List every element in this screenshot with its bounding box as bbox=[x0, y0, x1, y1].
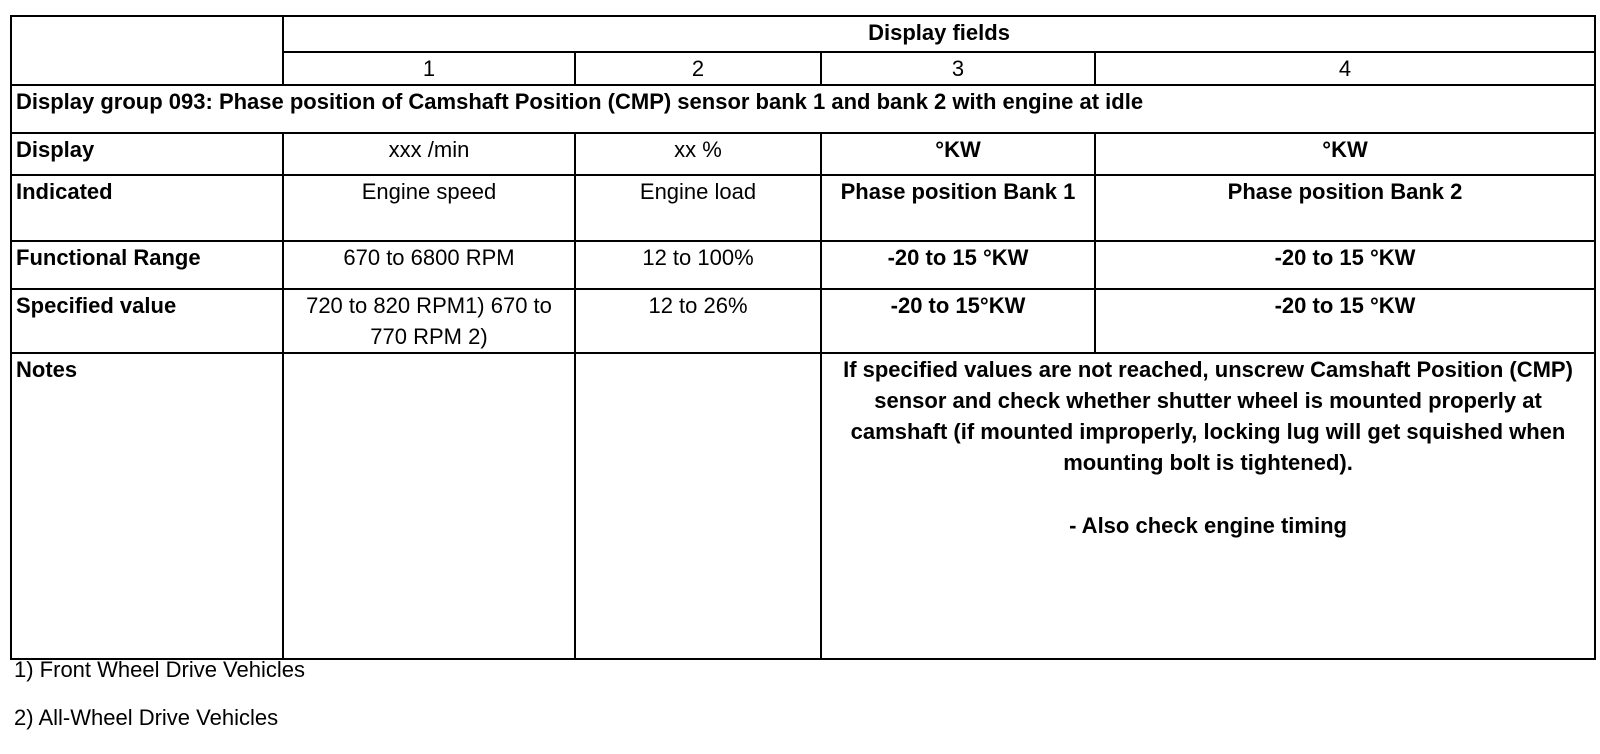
table-cell: -20 to 15 °KW bbox=[1095, 289, 1595, 353]
row-label-display: Display bbox=[11, 133, 283, 175]
table-row bbox=[11, 175, 1595, 241]
table-cell: 12 to 26% bbox=[575, 289, 821, 353]
notes-text: If specified values are not reached, unscrew Camshaft Position (CMP) sensor and check whether shutter wheel is mounted properly at camshaft (if mounted improperly, locking lug will get squished when mounting bolt is tightened). bbox=[843, 357, 1573, 475]
row-label-notes: Notes bbox=[11, 353, 283, 659]
notes-spacer bbox=[826, 478, 1590, 510]
table-row bbox=[11, 353, 1595, 659]
footnote-1: 1) Front Wheel Drive Vehicles bbox=[14, 657, 305, 682]
table-cell: Engine speed bbox=[283, 175, 575, 241]
field-number-3: 3 bbox=[821, 52, 1095, 85]
table-cell: 720 to 820 RPM1) 670 to 770 RPM 2) bbox=[283, 289, 575, 353]
row-label-specified-value: Specified value bbox=[11, 289, 283, 353]
table-cell: -20 to 15°KW bbox=[821, 289, 1095, 353]
row-label-indicated: Indicated bbox=[11, 175, 283, 241]
table-cell: Phase position Bank 1 bbox=[821, 175, 1095, 241]
table-row bbox=[11, 133, 1595, 175]
header-row bbox=[11, 16, 1595, 52]
table-cell: 12 to 100% bbox=[575, 241, 821, 289]
table-row bbox=[11, 241, 1595, 289]
notes-cell bbox=[821, 353, 1595, 659]
table-cell: xxx /min bbox=[283, 133, 575, 175]
table-cell: °KW bbox=[1095, 133, 1595, 175]
field-number-1: 1 bbox=[283, 52, 575, 85]
notes-extra: - Also check engine timing bbox=[1069, 513, 1347, 538]
table-cell: °KW bbox=[821, 133, 1095, 175]
display-fields-header: Display fields bbox=[283, 16, 1595, 52]
table-cell: Phase position Bank 2 bbox=[1095, 175, 1595, 241]
table-cell: -20 to 15 °KW bbox=[1095, 241, 1595, 289]
field-number-4: 4 bbox=[1095, 52, 1595, 85]
field-number-2: 2 bbox=[575, 52, 821, 85]
group-title-row bbox=[11, 85, 1595, 133]
table-cell: Engine load bbox=[575, 175, 821, 241]
display-group-table bbox=[10, 15, 1596, 660]
table-cell bbox=[283, 353, 575, 659]
group-title: Display group 093: Phase position of Camshaft Position (CMP) sensor bank 1 and bank 2 with engine at idle bbox=[11, 85, 1595, 133]
table-row bbox=[11, 289, 1595, 353]
footnote-2: 2) All-Wheel Drive Vehicles bbox=[14, 705, 279, 730]
row-label-functional-range: Functional Range bbox=[11, 241, 283, 289]
table-cell: -20 to 15 °KW bbox=[821, 241, 1095, 289]
table-cell: xx % bbox=[575, 133, 821, 175]
table-cell: 670 to 6800 RPM bbox=[283, 241, 575, 289]
corner-cell bbox=[11, 16, 283, 85]
table-cell bbox=[575, 353, 821, 659]
